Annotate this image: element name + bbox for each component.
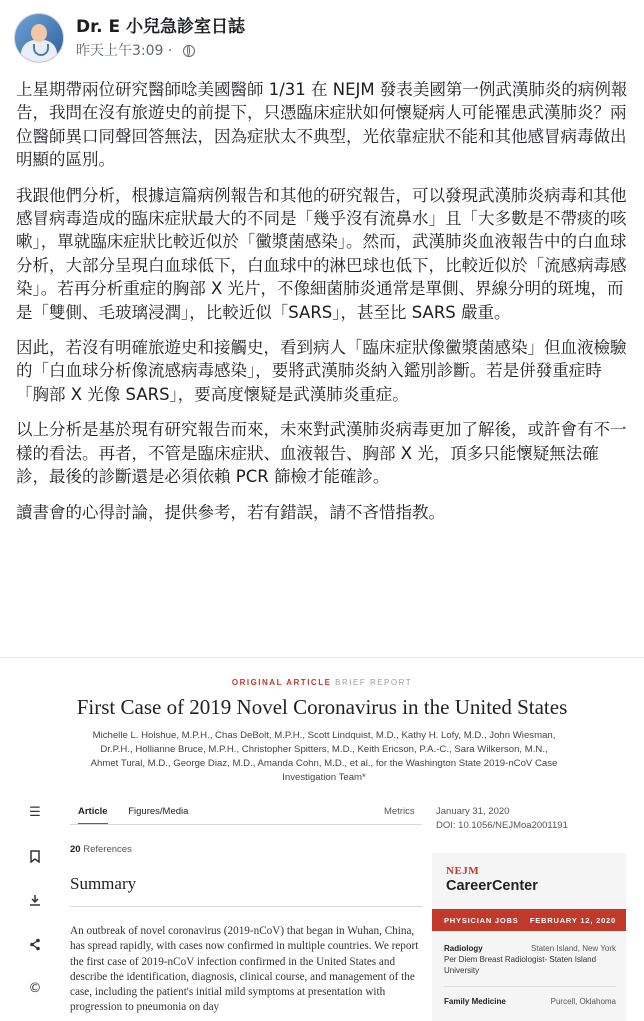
- job-listing[interactable]: [444, 943, 616, 976]
- physician-jobs-bar: [432, 909, 626, 931]
- post-paragraph: 因此，若沒有明確旅遊史和接觸史，看到病人「臨床症狀像黴漿菌感染」但血液檢驗的「白血球分析像流感病毒感染」，要將武漢肺炎納入鑑別診斷。若是併發重症時「胸部 X 光像 SARS」，要高度懷疑是武漢肺炎重症。: [16, 338, 627, 404]
- job-location: Staten Island, New York: [531, 944, 616, 953]
- job-description: Per Diem Breast Radiologist- Staten Island University: [444, 955, 597, 975]
- article-doi[interactable]: DOI: 10.1056/NEJMoa2001191: [436, 820, 568, 831]
- avatar[interactable]: [14, 13, 64, 63]
- tab-metrics[interactable]: Metrics: [384, 806, 415, 817]
- article-sidebar: [22, 801, 48, 1021]
- job-specialty: Family Medicine: [444, 997, 506, 1006]
- post-timestamp[interactable]: 昨天上午3:09: [76, 43, 164, 59]
- post-text: [16, 78, 630, 536]
- career-center-title: CareerCenter: [446, 878, 538, 894]
- copyright-icon[interactable]: ©: [28, 980, 42, 996]
- job-listing[interactable]: [444, 996, 616, 1007]
- article-tabs: [78, 806, 206, 817]
- publication-date: January 31, 2020: [436, 806, 510, 817]
- article-authors: Michelle L. Holshue, M.P.H., Chas DeBolt, M.P.H., Scott Lindquist, M.D., Kathy H. Lofy, M.D., John Wiesman, Dr.P.H., Hollianne Bruce, M.P.H., Christopher Spitters, M.D., Keith Ericson, P.A.-C., Sara Wilkerson, M.N., Ahmet Tural, M.D., George Diaz, M.D., Amanda Cohn, M.D., et al., for the Washington State 2019-nCoV Case Investigation Team*: [90, 730, 558, 783]
- career-center-ad[interactable]: [432, 853, 626, 1021]
- job-divider: [444, 986, 616, 987]
- article-subtype: BRIEF REPORT: [335, 678, 413, 687]
- jobs-bar-date: FEBRUARY 12, 2020: [529, 916, 616, 925]
- publication-info: [436, 805, 568, 833]
- jobs-bar-label: PHYSICIAN JOBS: [444, 916, 519, 925]
- article-title: First Case of 2019 Novel Coronavirus in the United States: [76, 695, 568, 719]
- article-screenshot[interactable]: [0, 657, 644, 1021]
- summary-heading: Summary: [70, 874, 137, 893]
- post-paragraph: 上星期帶兩位研究醫師唸美國醫師 1/31 在 NEJM 發表美國第一例武漢肺炎的病例報告，我問在沒有旅遊史的前提下，只憑臨床症狀如何懷疑病人可能罹患武漢肺炎？兩位醫師異口同聲回答無法，因為症狀太不典型，光依靠症狀不能和其他感冒病毒做出明顯的區別。: [16, 80, 628, 170]
- share-icon[interactable]: [22, 933, 48, 955]
- post-meta: [76, 40, 195, 60]
- bookmark-icon[interactable]: [22, 845, 48, 867]
- tab-figures-media[interactable]: Figures/Media: [128, 806, 189, 817]
- download-icon[interactable]: [22, 889, 48, 911]
- summary-text: An outbreak of novel coronavirus (2019-nCoV) that began in Wuhan, China, has spread rapidly, with cases now confirmed in multiple countries. We report the first case of 2019-nCoV infection confirmed in the United States and describe the identification, diagnosis, clinical course, and management of the case, including the patient's initial mild symptoms at presentation with progression to pneumonia on day: [70, 925, 419, 1014]
- job-location: Purcell, Oklahoma: [550, 997, 616, 1006]
- post-paragraph: 讀書會的心得討論，提供參考，若有錯誤，請不吝惜指教。: [16, 502, 445, 522]
- references-label: References: [83, 844, 132, 855]
- job-specialty: Radiology: [444, 944, 483, 953]
- nejm-logo: NEJM: [446, 865, 480, 877]
- summary-divider: [70, 906, 422, 907]
- references-link[interactable]: [70, 844, 132, 855]
- post-paragraph: 我跟他們分析，根據這篇病例報告和其他的研究報告，可以發現武漢肺炎病毒和其他感冒病毒造成的臨床症狀最大的不同是「幾乎沒有流鼻水」且「大多數是不帶痰的咳嗽」，單就臨床症狀比較近似於「黴漿菌感染」。然而，武漢肺炎血液報告中的白血球分析，大部分呈現白血球低下，白血球中的淋巴球也低下，比較近似於「流感病毒感染」。若再分析重症的胸部 X 光片，不像細菌肺炎通常是單側、界線分明的斑塊，而是「雙側、毛玻璃浸潤」，比較近似「SARS」，甚至比 SARS 嚴重。: [16, 185, 627, 322]
- article-type: ORIGINAL ARTICLE: [231, 678, 332, 687]
- references-count: 20: [70, 844, 81, 855]
- globe-icon[interactable]: [183, 45, 195, 57]
- tab-article[interactable]: Article: [78, 806, 108, 817]
- post-paragraph: 以上分析是基於現有研究報告而來，未來對武漢肺炎病毒更加了解後，或許會有不一樣的看法。再者，不管是臨床症狀、血液報告、胸部 X 光，頂多只能懷疑無法確診，最後的診斷還是必須依賴 PCR 篩檢才能確診。: [16, 420, 627, 487]
- meta-separator: ·: [167, 43, 173, 59]
- tabs-divider: [70, 824, 422, 825]
- article-kicker: [0, 678, 644, 687]
- post-header: [0, 0, 644, 70]
- page-name[interactable]: Dr. E 小兒急診室日誌: [76, 17, 245, 37]
- list-icon[interactable]: ☰: [29, 804, 41, 820]
